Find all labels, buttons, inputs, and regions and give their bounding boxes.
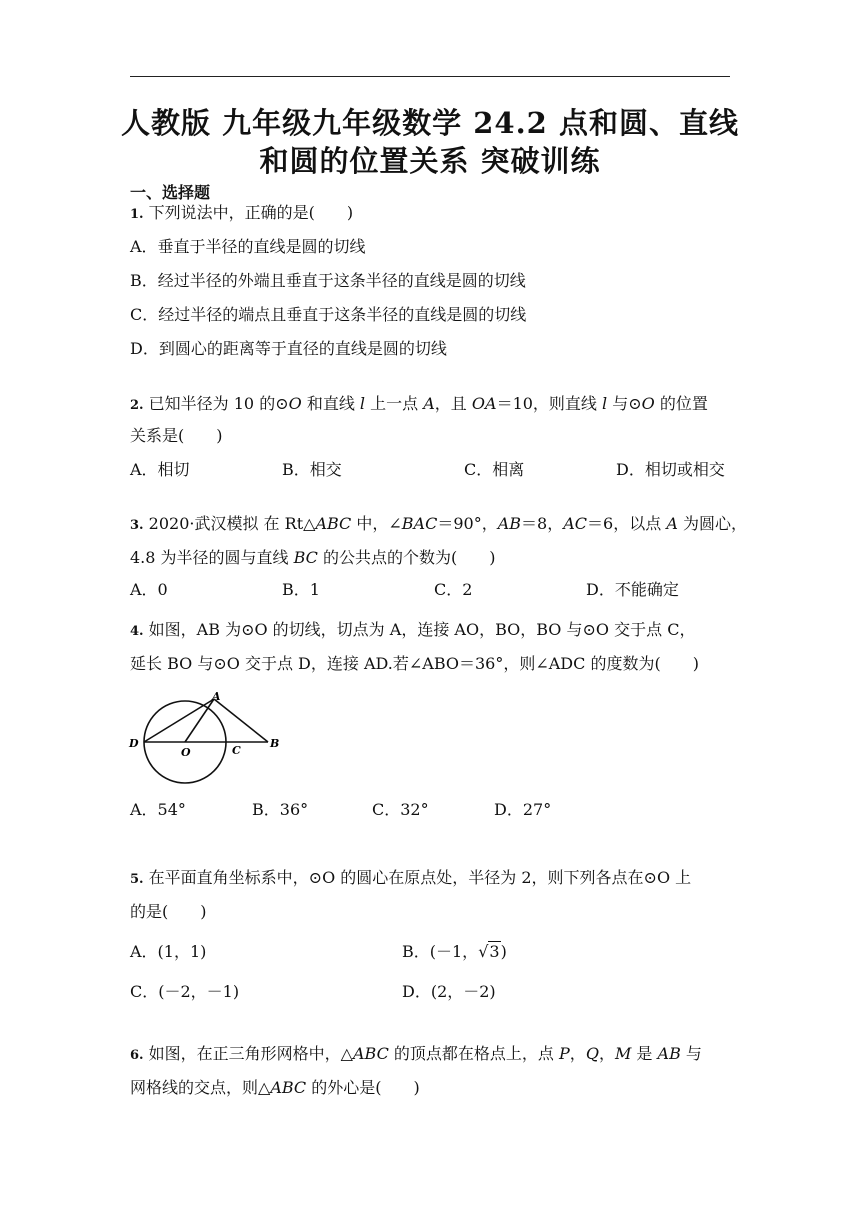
q2-var-oa: OA xyxy=(471,394,497,413)
page-title xyxy=(110,104,750,180)
q6-text: 的外心是( ) xyxy=(306,1078,420,1097)
sqrt-symbol: √3 xyxy=(478,942,500,961)
q6-stem-line-2 xyxy=(130,1078,420,1098)
q6-text: 网格线的交点，则△ xyxy=(130,1078,271,1097)
header-rule xyxy=(130,76,730,77)
q2-text: ，且 xyxy=(434,394,472,413)
q2-option-b: B．相交 xyxy=(282,460,342,479)
q3-option-b: B．1 xyxy=(282,580,320,599)
q4-option-d: D．27° xyxy=(494,800,552,819)
q4-geometry-figure xyxy=(128,690,284,788)
label-b: B xyxy=(270,737,280,750)
q3-text: 4.8 为半径的圆与直线 xyxy=(130,548,294,567)
q6-var-m: M xyxy=(614,1044,632,1063)
q6-text: 的顶点都在格点上，点 xyxy=(388,1044,560,1063)
q6-text: 与 xyxy=(680,1044,702,1063)
q6-text: 如图，在正三角形网格中，△ xyxy=(143,1044,353,1063)
q3-text: 2020·武汉模拟 在 Rt△ xyxy=(143,514,316,533)
sqrt-radicand: 3 xyxy=(489,942,500,961)
line-ab xyxy=(214,699,268,742)
q2-option-d: D．相切或相交 xyxy=(616,460,725,479)
q4-text: 如图，AB 为⊙O 的切线，切点为 A，连接 AO，BO，BO 与⊙O 交于点 C， xyxy=(143,620,696,639)
label-a: A xyxy=(212,690,221,703)
q3-number: 3. xyxy=(130,518,144,533)
q4-option-a: A．54° xyxy=(130,800,186,819)
label-d: D xyxy=(129,737,139,750)
q2-text: 的位置 xyxy=(654,394,708,413)
q1-stem-text: 下列说法中，正确的是( ) xyxy=(143,203,354,222)
q2-text: 与⊙ xyxy=(607,394,642,413)
q6-var-ab: AB xyxy=(657,1044,681,1063)
q6-text: 是 xyxy=(631,1044,658,1063)
label-o: O xyxy=(181,746,191,759)
q2-var-o: O xyxy=(288,394,302,413)
q1-option-b: B．经过半径的外端且垂直于这条半径的直线是圆的切线 xyxy=(130,271,526,290)
q2-text: 上一点 xyxy=(365,394,424,413)
q3-var-bc: BC xyxy=(293,548,318,567)
q3-option-d: D．不能确定 xyxy=(586,580,679,599)
q5-stem-line-1 xyxy=(130,868,691,890)
q6-text: ， xyxy=(598,1044,615,1063)
q4-option-b: B．36° xyxy=(252,800,309,819)
q3-text: 中，∠ xyxy=(351,514,402,533)
q3-text: ＝6，以点 xyxy=(587,514,667,533)
q2-option-a: A．相切 xyxy=(130,460,190,479)
q2-text: ＝10，则直线 xyxy=(496,394,603,413)
q4-stem-line-2: 延长 BO 与⊙O 交于点 D，连接 AD.若∠ABO＝36°，则∠ADC 的度数为( ) xyxy=(130,654,699,673)
q2-stem-line-1 xyxy=(130,394,708,416)
q1-number: 1. xyxy=(130,207,144,222)
title-line-2: 和圆的位置关系 突破训练 xyxy=(259,144,601,178)
q3-option-c: C．2 xyxy=(434,580,473,599)
q5-text: 在平面直角坐标系中，⊙O 的圆心在原点处，半径为 2，则下列各点在⊙O 上 xyxy=(143,868,692,887)
q2-text: 已知半径为 10 的⊙ xyxy=(143,394,289,413)
q5-option-c: C．(－2，－1) xyxy=(130,982,240,1001)
q6-var-q: Q xyxy=(585,1044,599,1063)
q6-text: ， xyxy=(569,1044,586,1063)
q4-stem-line-1 xyxy=(130,620,695,642)
q3-text: ＝90°， xyxy=(437,514,498,533)
q5-option-d: D．(2，－2) xyxy=(402,982,496,1001)
q1-stem xyxy=(130,203,353,225)
q3-stem-line-1 xyxy=(130,514,747,536)
q6-number: 6. xyxy=(130,1048,144,1063)
q5-stem-line-2: 的是( ) xyxy=(130,902,207,921)
q3-var-abc: ABC xyxy=(315,514,352,533)
q6-var-p: P xyxy=(559,1044,570,1063)
label-c: C xyxy=(232,744,241,757)
q2-var-l: l xyxy=(602,394,608,413)
q3-stem-line-2 xyxy=(130,548,496,568)
q4-number: 4. xyxy=(130,624,144,639)
line-da xyxy=(144,699,214,742)
q1-option-d: D．到圆心的距离等于直径的直线是圆的切线 xyxy=(130,339,447,358)
q2-number: 2. xyxy=(130,398,144,413)
q5-option-b-text: B．(－1， xyxy=(402,942,479,961)
q2-stem-line-2: 关系是( ) xyxy=(130,426,223,445)
q3-var-ab: AB xyxy=(497,514,522,533)
q3-text: 的公共点的个数为( ) xyxy=(317,548,496,567)
q5-number: 5. xyxy=(130,872,144,887)
q6-stem-line-1 xyxy=(130,1044,702,1066)
line-oa xyxy=(185,699,214,742)
q2-text: 和直线 xyxy=(301,394,360,413)
q3-var-ac: AC xyxy=(563,514,588,533)
q6-var-abc: ABC xyxy=(270,1078,307,1097)
q2-var-l: l xyxy=(359,394,366,413)
q3-text: 为圆心， xyxy=(677,514,747,533)
q1-option-c: C．经过半径的端点且垂直于这条半径的直线是圆的切线 xyxy=(130,305,527,324)
q3-text: ＝8， xyxy=(521,514,564,533)
q2-var-o: O xyxy=(641,394,655,413)
q5-option-a: A．(1，1) xyxy=(130,942,207,961)
q5-option-b-text: ) xyxy=(500,942,507,961)
q3-var-bac: BAC xyxy=(401,514,438,533)
q3-var-a: A xyxy=(666,514,678,533)
q6-var-abc: ABC xyxy=(352,1044,389,1063)
q4-option-c: C．32° xyxy=(372,800,429,819)
section-heading: 一、选择题 xyxy=(130,183,211,202)
q2-option-c: C．相离 xyxy=(464,460,525,479)
q5-option-b xyxy=(402,942,507,962)
q3-option-a: A．0 xyxy=(130,580,168,599)
q1-option-a: A．垂直于半径的直线是圆的切线 xyxy=(130,237,366,256)
q2-var-a: A xyxy=(423,394,435,413)
title-line-1: 人教版 九年级九年级数学 24.2 点和圆、直线 xyxy=(121,106,739,140)
